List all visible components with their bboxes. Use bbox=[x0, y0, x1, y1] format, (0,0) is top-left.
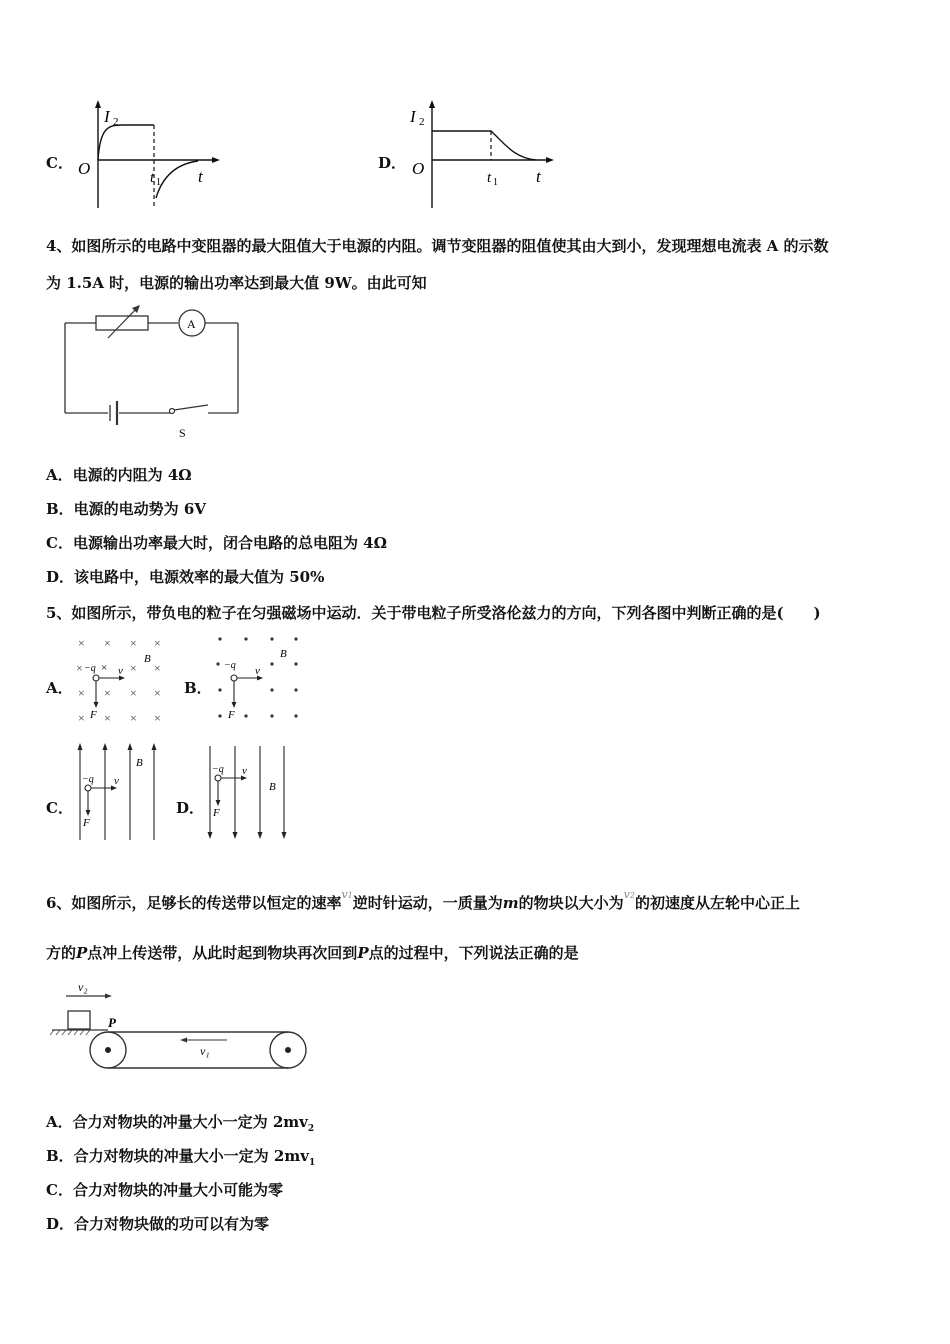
q5-option-b-label: B． bbox=[184, 679, 212, 697]
switch-icon bbox=[174, 405, 208, 410]
q5-option-c-label: C． bbox=[46, 799, 73, 817]
svg-text:v: v bbox=[114, 775, 119, 787]
svg-text:×: × bbox=[104, 636, 111, 650]
q6-option-b: B．合力对物块的冲量大小一定为 $2mv_1$ bbox=[46, 1147, 316, 1168]
q6-stem-line-1: 6、如图所示，足够长的传送带以恒定的速率$^{v1}$逆时针运动，一质量为m的物块以大小为$^{v2}$的初速度从左轮中心正上 bbox=[46, 888, 800, 912]
svg-text:×: × bbox=[154, 636, 161, 650]
q3-graph-d bbox=[410, 98, 559, 210]
q4-option-a: A．电源的内阻为 4Ω bbox=[46, 466, 192, 484]
q3-graph-c bbox=[80, 98, 225, 210]
svg-text:v: v bbox=[118, 665, 123, 677]
svg-text:2: 2 bbox=[419, 116, 425, 128]
svg-text:S: S bbox=[179, 426, 186, 440]
q5-figure-d bbox=[204, 742, 294, 842]
svg-text:t: t bbox=[487, 170, 492, 186]
q4-option-d: D．该电路中，电源效率的最大值为 50% bbox=[46, 568, 325, 586]
svg-text:F: F bbox=[90, 709, 97, 721]
svg-text:×: × bbox=[130, 661, 137, 675]
q4-circuit-diagram bbox=[60, 308, 245, 443]
svg-text:−q: −q bbox=[224, 660, 236, 671]
svg-text:B: B bbox=[144, 653, 151, 665]
svg-text:I: I bbox=[410, 107, 416, 126]
q5-figure-c bbox=[74, 742, 164, 842]
svg-text:2: 2 bbox=[113, 116, 119, 128]
q4-option-b: B．电源的电动势为 6V bbox=[46, 500, 206, 518]
q4-stem-line-1: 4、如图所示的电路中变阻器的最大阻值大于电源的内阻。调节变阻器的阻值使其由大到小，发现理想电流表 A 的示数 bbox=[46, 237, 829, 255]
svg-text:t: t bbox=[198, 167, 203, 186]
q3-option-d-label: D． bbox=[378, 154, 407, 172]
svg-text:×: × bbox=[78, 686, 85, 700]
svg-text:t: t bbox=[536, 167, 541, 186]
block-icon bbox=[68, 1011, 90, 1029]
svg-text:−q: −q bbox=[82, 774, 94, 785]
svg-text:×: × bbox=[154, 686, 161, 700]
svg-text:×: × bbox=[78, 636, 85, 650]
svg-text:v₁: v₁ bbox=[200, 1044, 210, 1058]
svg-text:F: F bbox=[213, 807, 220, 819]
q5-stem: 5、如图所示，带负电的粒子在匀强磁场中运动．关于带电粒子所受洛伦兹力的方向，下列各图中判断正确的是( ) bbox=[46, 604, 821, 622]
svg-text:O: O bbox=[78, 159, 91, 178]
svg-text:B: B bbox=[280, 648, 287, 660]
svg-text:1: 1 bbox=[493, 177, 498, 188]
q5-option-d-label: D． bbox=[176, 799, 205, 817]
svg-text:v: v bbox=[242, 765, 247, 777]
svg-text:−q: −q bbox=[84, 663, 96, 674]
svg-text:F: F bbox=[228, 709, 235, 721]
svg-text:A: A bbox=[187, 317, 196, 331]
svg-text:×: × bbox=[104, 711, 111, 725]
q5-figure-b bbox=[212, 634, 312, 728]
q6-conveyor-diagram bbox=[52, 980, 312, 1075]
svg-text:F: F bbox=[83, 817, 90, 829]
svg-text:×: × bbox=[154, 661, 161, 675]
svg-text:1: 1 bbox=[156, 177, 161, 188]
svg-text:×: × bbox=[130, 711, 137, 725]
q6-option-a: A．合力对物块的冲量大小一定为 $2mv_2$ bbox=[46, 1113, 315, 1134]
q5-option-a-label: A． bbox=[46, 679, 73, 697]
svg-text:v₂: v₂ bbox=[78, 980, 88, 994]
svg-text:B: B bbox=[136, 757, 143, 769]
q4-option-c: C．电源输出功率最大时，闭合电路的总电阻为 4Ω bbox=[46, 534, 387, 552]
svg-text:×: × bbox=[130, 636, 137, 650]
svg-text:×: × bbox=[101, 662, 108, 674]
q3-option-c-label: C． bbox=[46, 154, 73, 172]
q4-stem-line-2: 为 1.5A 时，电源的输出功率达到最大值 9W。由此可知 bbox=[46, 274, 427, 292]
svg-text:×: × bbox=[154, 711, 161, 725]
q6-option-d: D．合力对物块做的功可以有为零 bbox=[46, 1215, 270, 1233]
svg-text:P: P bbox=[108, 1015, 116, 1030]
svg-text:B: B bbox=[269, 781, 276, 793]
svg-text:t: t bbox=[150, 170, 155, 186]
svg-text:×: × bbox=[104, 686, 111, 700]
svg-text:×: × bbox=[78, 711, 85, 725]
q6-option-c: C．合力对物块的冲量大小可能为零 bbox=[46, 1181, 283, 1199]
svg-text:v: v bbox=[255, 665, 260, 677]
svg-text:I: I bbox=[104, 107, 110, 126]
q6-stem-line-2: 方的P点冲上传送带，从此时起到物块再次回到P点的过程中，下列说法正确的是 bbox=[46, 944, 579, 962]
svg-text:×: × bbox=[130, 686, 137, 700]
q5-figure-a bbox=[74, 634, 174, 728]
svg-text:O: O bbox=[412, 159, 425, 178]
svg-text:−q: −q bbox=[212, 764, 224, 775]
svg-text:×: × bbox=[76, 661, 83, 675]
